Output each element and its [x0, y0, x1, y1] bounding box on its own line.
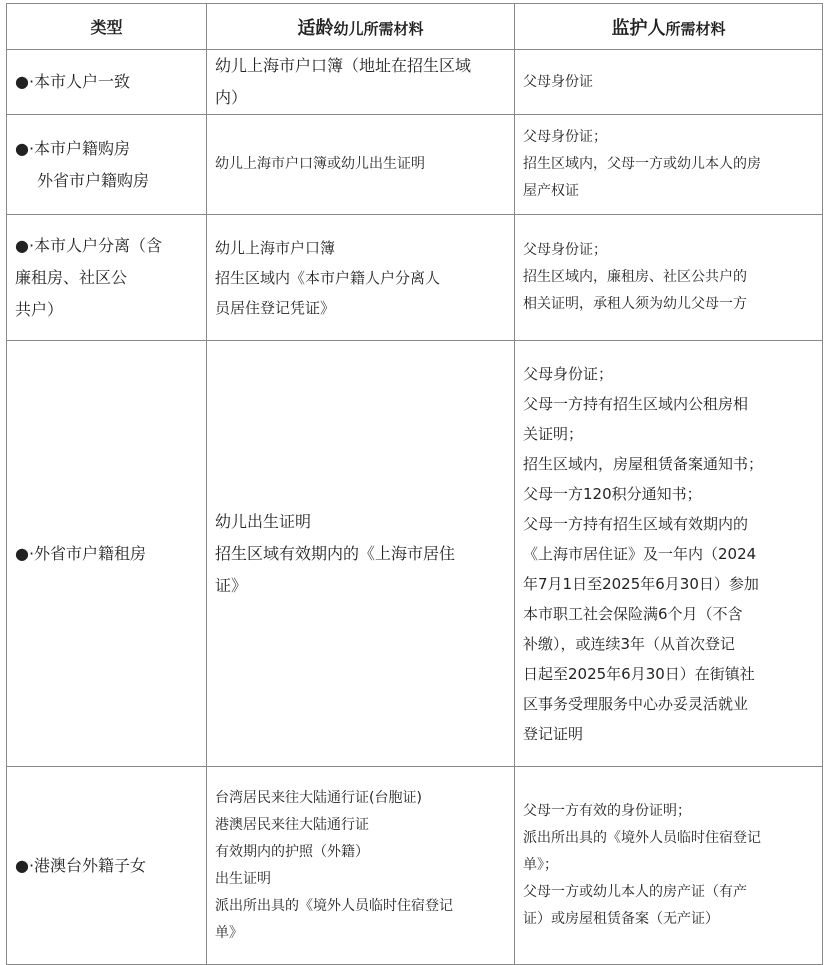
guardian-material-line: 相关证明，承租人须为幼儿父母一方 [523, 296, 747, 312]
header-child-bold: 适龄 [297, 17, 334, 39]
type-line: ●·港澳台外籍子女 [15, 855, 147, 875]
cell-child-materials [207, 115, 515, 215]
cell-guardian-materials [515, 50, 823, 115]
header-guardian-bold: 监护人 [611, 17, 666, 39]
child-material-line: 招生区域内《本市户籍人户分离人 [215, 268, 441, 287]
cell-child-materials [207, 341, 515, 767]
cell-child-materials [207, 50, 515, 115]
guardian-material-line: 单》； [523, 857, 558, 873]
guardian-material-line: 派出所出具的《境外人员临时住宿登记 [523, 830, 761, 846]
cell-child-materials [207, 215, 515, 341]
table-row [7, 50, 823, 115]
cell-type [7, 215, 207, 341]
header-child-materials [207, 4, 515, 50]
child-material-line: 幼儿出生证明 [215, 511, 312, 531]
guardian-material-line: 父母一方有效的身份证明； [523, 803, 691, 819]
guardian-material-line: 日起至2025年6月30日）在街镇社 [523, 664, 755, 683]
guardian-material-line: 屋产权证 [523, 183, 579, 199]
guardian-material-line: 父母身份证； [523, 129, 607, 145]
child-material-line: 员居住登记凭证》 [215, 298, 336, 317]
header-type-label: 类型 [90, 18, 123, 37]
header-guardian-materials [515, 4, 823, 50]
child-material-line: 台湾居民来往大陆通行证(台胞证) [215, 789, 422, 806]
type-line: 外省市户籍购房 [37, 170, 150, 190]
guardian-material-line: 证）或房屋租赁备案（无产证） [523, 911, 719, 927]
guardian-material-line: 父母一方120积分通知书； [523, 484, 702, 503]
child-material-line: 幼儿上海市户口簿或幼儿出生证明 [215, 156, 425, 172]
guardian-material-line: 区事务受理服务中心办妥灵活就业 [523, 694, 749, 713]
child-material-line: 有效期内的护照（外籍） [215, 843, 369, 860]
child-material-line: 幼儿上海市户口簿 [215, 238, 336, 257]
child-material-line: 单》 [215, 924, 243, 941]
child-material-line: 港澳居民来往大陆通行证 [215, 816, 369, 833]
guardian-material-line: 关证明； [523, 424, 584, 443]
guardian-material-line: 父母身份证； [523, 364, 614, 383]
child-material-line: 证》 [215, 575, 248, 595]
type-line: ●·本市户籍购房 [15, 138, 131, 158]
guardian-material-line: 招生区域内，父母一方或幼儿本人的房 [523, 156, 761, 172]
guardian-material-line: 《上海市居住证》及一年内（2024 [523, 544, 757, 563]
type-line: ●·本市人户分离（含 [15, 235, 163, 255]
guardian-material-line: 登记证明 [523, 724, 584, 743]
header-child-rest: 幼儿所需材料 [333, 19, 424, 38]
guardian-material-line: 年7月1日至2025年6月30日）参加 [523, 574, 759, 593]
child-material-line: 幼儿上海市户口簿（地址在招生区域 [215, 56, 472, 75]
header-guardian-rest: 所需材料 [665, 19, 726, 38]
type-line: 廉租房、社区公 [15, 267, 128, 287]
guardian-material-line: 父母一方持有招生区域有效期内的 [523, 514, 749, 533]
table-row [7, 215, 823, 341]
type-line: ●·本市人户一致 [15, 72, 131, 91]
table-row [7, 341, 823, 767]
cell-type [7, 341, 207, 767]
cell-child-materials [207, 767, 515, 965]
type-line: 共户） [15, 299, 64, 319]
type-line: ●·外省市户籍租房 [15, 543, 147, 563]
guardian-material-line: 父母身份证； [523, 242, 607, 258]
table-row [7, 115, 823, 215]
table-row [7, 767, 823, 965]
cell-guardian-materials [515, 115, 823, 215]
header-row [7, 4, 823, 50]
child-material-line: 派出所出具的《境外人员临时住宿登记 [215, 897, 453, 914]
guardian-material-line: 招生区域内，房屋租赁备案通知书； [523, 454, 764, 473]
cell-type [7, 115, 207, 215]
child-material-line: 出生证明 [215, 870, 271, 887]
cell-type [7, 767, 207, 965]
cell-guardian-materials [515, 767, 823, 965]
child-material-line: 内） [215, 88, 248, 107]
guardian-material-line: 父母一方持有招生区域内公租房相 [523, 394, 749, 413]
header-type [7, 4, 207, 50]
guardian-material-line: 招生区域内，廉租房、社区公共户的 [523, 269, 747, 285]
cell-guardian-materials [515, 341, 823, 767]
materials-table [6, 3, 823, 965]
guardian-material-line: 补缴），或连续3年（从首次登记 [523, 634, 736, 653]
cell-guardian-materials [515, 215, 823, 341]
guardian-material-line: 父母身份证 [523, 73, 593, 90]
guardian-material-line: 本市职工社会保险满6个月（不含 [523, 604, 743, 623]
cell-type [7, 50, 207, 115]
child-material-line: 招生区域有效期内的《上海市居住 [215, 543, 456, 563]
guardian-material-line: 父母一方或幼儿本人的房产证（有产 [523, 884, 747, 900]
